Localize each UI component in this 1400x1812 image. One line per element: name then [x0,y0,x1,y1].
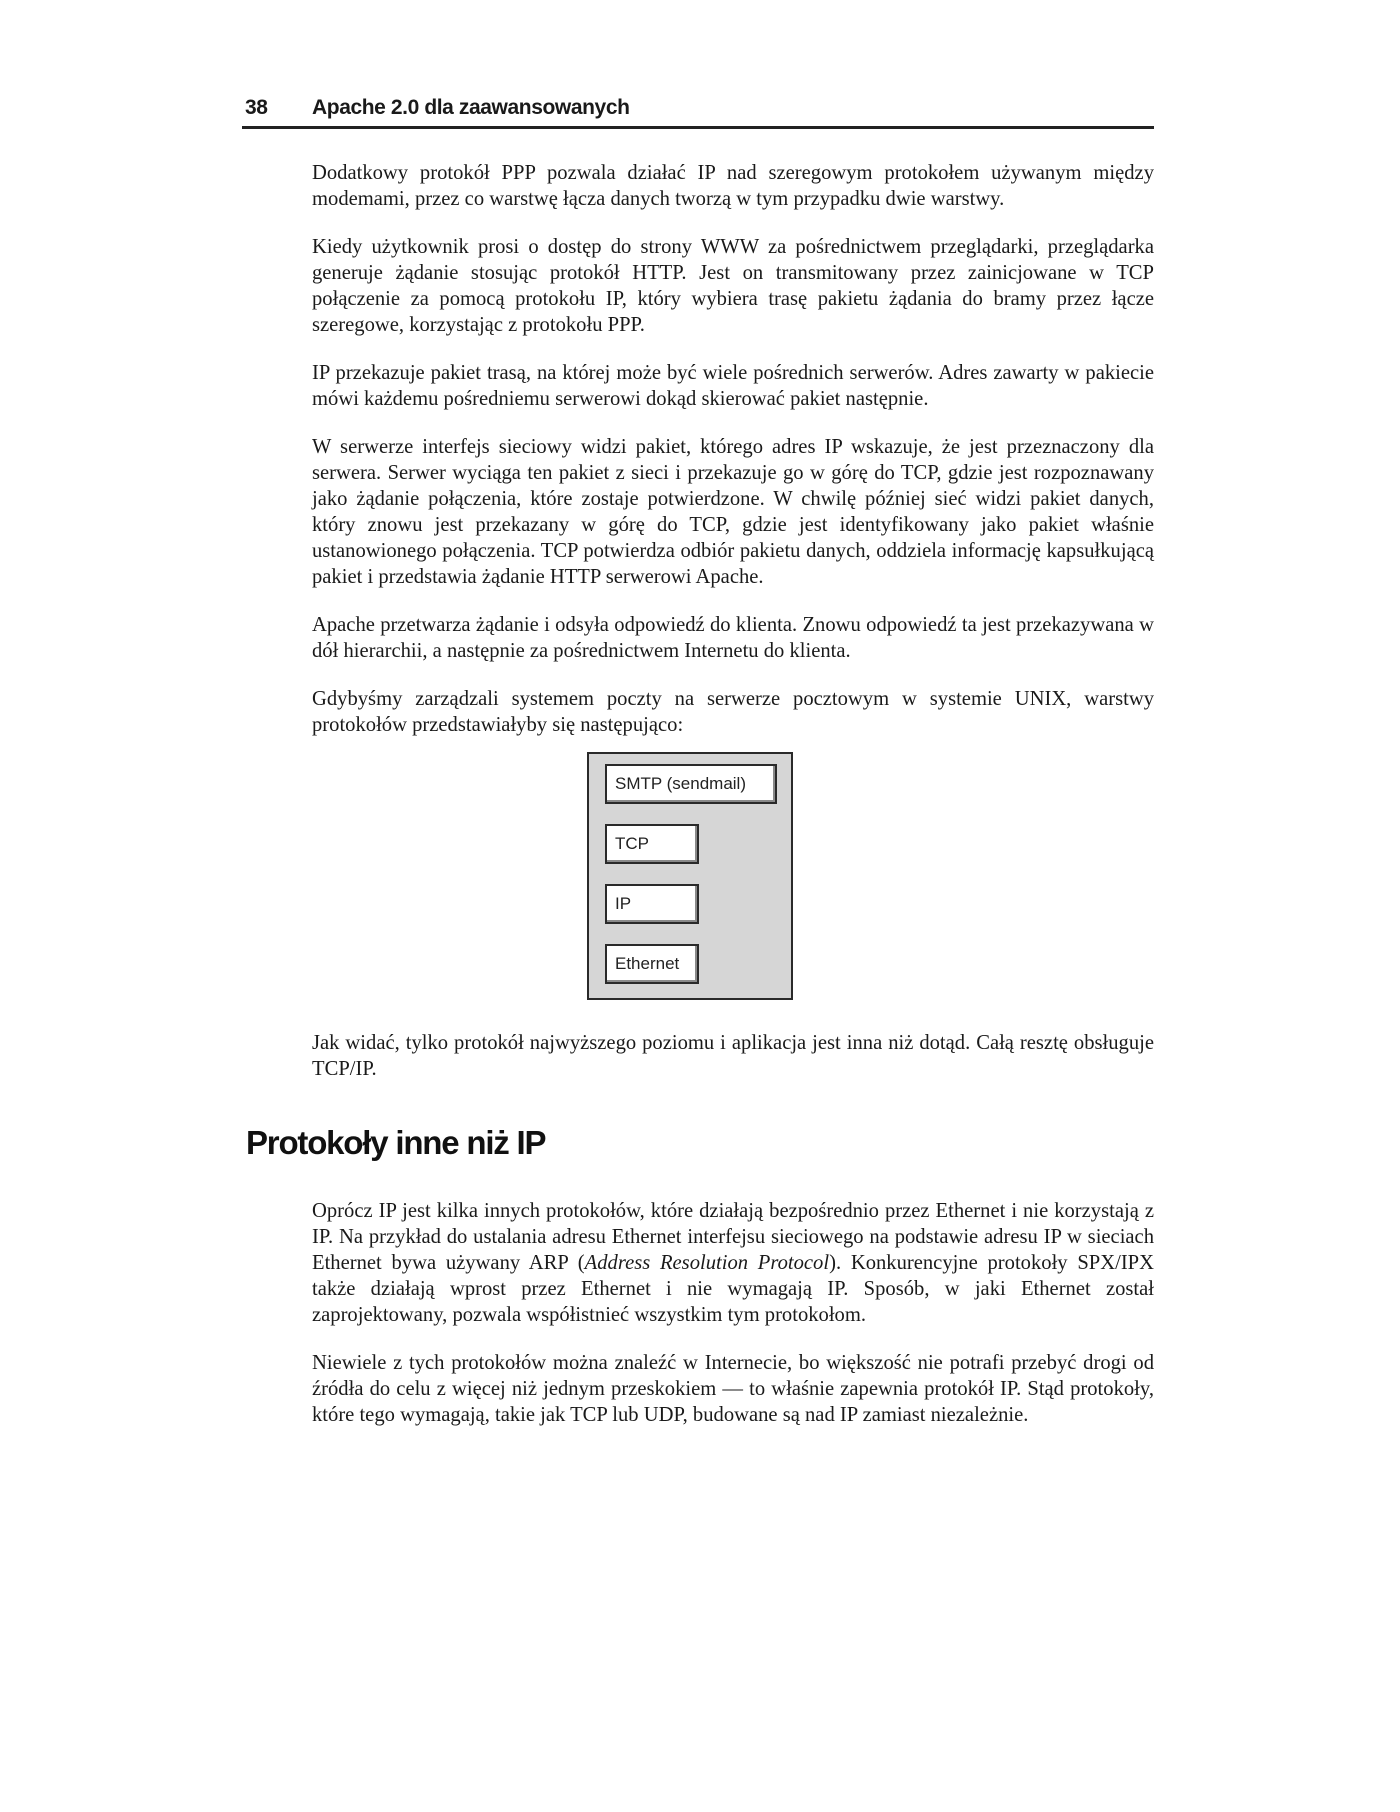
paragraph-http-request: Kiedy użytkownik prosi o dostęp do strony WWW za pośrednictwem przeglądarki, przeglądarka generuje żądanie stosując protokół HTTP. Jest on transmitowany przez zainicjowane w TCP połączenie za pomocą protokołu IP, który wybiera trasę pakietu żądania do bramy przez łącze szeregowe, korzystając z protokołu PPP. [312,236,1154,336]
paragraph-ip-routing: IP przekazuje pakiet trasą, na której może być wiele pośrednich serwerów. Adres zawarty w pakiecie mówi każdemu pośredniemu serwerowi dokąd skierować pakiet następnie. [312,362,1154,410]
paragraph-apache-response: Apache przetwarza żądanie i odsyła odpowiedź do klienta. Znowu odpowiedź ta jest przekazywana w dół hierarchii, a następnie za pośrednictwem Internetu do klienta. [312,614,1154,662]
layer-smtp: SMTP (sendmail) [605,764,777,804]
paragraph-other-protocols-part2: ). Konkurencyjne protokoły SPX/IPX także działają wprost przez Ethernet i nie wymagają IP. Sposób, w jaki Ethernet został zaprojektowany, pozwala współistnieć wszystkim tym protokołom. [312,1252,1155,1326]
layer-tcp: TCP [605,824,699,864]
paragraph-mail-layers: Gdybyśmy zarządzali systemem poczty na serwerze pocztowym w systemie UNIX, warstwy protokołów przedstawiałyby się następująco: [312,688,1154,736]
paragraph-ppp: Dodatkowy protokół PPP pozwala działać IP nad szeregowym protokołem używanym między modemami, przez co warstwę łącza danych tworzą w tym przypadku dwie warstwy. [312,162,1154,210]
paragraph-server-receive: W serwerze interfejs sieciowy widzi pakiet, którego adres IP wskazuje, że jest przeznaczony dla serwera. Serwer wyciąga ten pakiet z sieci i przekazuje go w górę do TCP, gdzie jest rozpoznawany jako żądanie połączenia, które zostaje potwierdzone. W chwilę później sieć widzi pakiet danych, który znowu jest przekazany w górę do TCP, gdzie jest identyfikowany jako pakiet właśnie ustanowionego połączenia. TCP potwierdza odbiór pakietu danych, oddziela informację kapsułkującą pakiet i przedstawia żądanie HTTP serwerowi Apache. [312,436,1154,588]
main-text [312,160,1154,1104]
section-heading: Protokoły inne niż IP [246,1124,546,1161]
paragraph-other-protocols-part1: Oprócz IP jest kilka innych protokołów, które działają bezpośrednio przez Ethernet i nie korzystają z IP. Na przykład do ustalania adresu Ethernet interfejsu sieciowego na podstawie adresu IP w sieciach Ethernet bywa używany ARP ( [312,1200,1154,1274]
arp-expansion: Address Resolution Protocol [584,1252,830,1274]
paragraph-other-protocols [312,1198,1154,1328]
paragraph-after-diagram: Jak widać, tylko protokół najwyższego poziomu i aplikacja jest inna niż dotąd. Całą resztę obsługuje TCP/IP. [312,1032,1154,1080]
layer-ip: IP [605,884,699,924]
running-header [242,94,1154,129]
page-number: 38 [245,96,268,119]
protocol-stack-diagram [587,752,793,1000]
layer-ethernet: Ethernet [605,944,699,984]
book-title: Apache 2.0 dla zaawansowanych [312,96,630,119]
paragraph-internet-hops: Niewiele z tych protokołów można znaleźć w Internecie, bo większość nie potrafi przebyć drogi od źródła do celu z więcej niż jednym przeskokiem — to właśnie zapewnia protokół IP. Stąd protokoły, które tego wymagają, takie jak TCP lub UDP, budowane są nad IP zamiast niezależnie. [312,1352,1154,1426]
protocol-stack-figure [312,752,1154,1000]
section-text [312,1198,1154,1450]
